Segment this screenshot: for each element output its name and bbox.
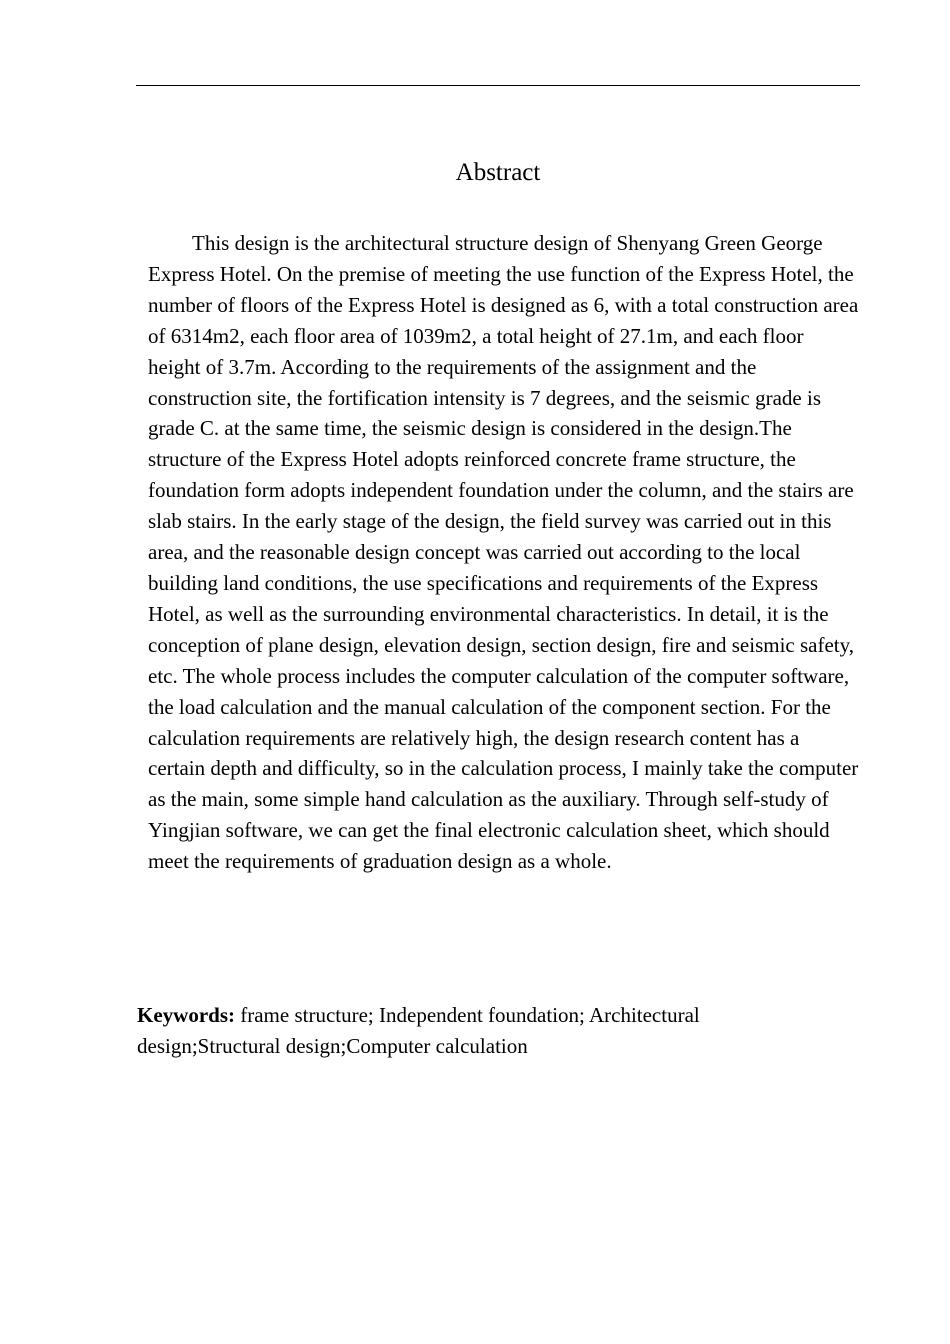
page-title: Abstract — [455, 159, 541, 186]
header-rule — [136, 85, 860, 86]
keywords-text: frame structure; Independent foundation; Architectural design;Structural design;Computer calculation — [137, 1003, 700, 1058]
keywords-section — [137, 1000, 777, 1062]
keywords-label: Keywords: — [137, 1003, 235, 1027]
abstract-paragraph: This design is the architectural structure design of Shenyang Green George Express Hotel. On the premise of meeting the use function of the Express Hotel, the number of floors of the Express Hotel is designed as 6, with a total construction area of 6314m2, each floor area of 1039m2, a total height of 27.1m, and each floor height of 3.7m. According to the requirements of the assignment and the construction site, the fortification intensity is 7 degrees, and the seismic grade is grade C. at the same time, the seismic design is considered in the design.The structure of the Express Hotel adopts reinforced concrete frame structure, the foundation form adopts independent foundation under the column, and the stairs are slab stairs. In the early stage of the design, the field survey was carried out in this area, and the reasonable design concept was carried out according to the local building land conditions, the use specifications and requirements of the Express Hotel, as well as the surrounding environmental characteristics. In detail, it is the conception of plane design, elevation design, section design, fire and seismic safety, etc. The whole process includes the computer calculation of the computer software, the load calculation and the manual calculation of the component section. For the calculation requirements are relatively high, the design research content has a certain depth and difficulty, so in the calculation process, I mainly take the computer as the main, some simple hand calculation as the auxiliary. Through self-study of Yingjian software, we can get the final electronic calculation sheet, which should meet the requirements of graduation design as a whole. — [148, 231, 859, 874]
